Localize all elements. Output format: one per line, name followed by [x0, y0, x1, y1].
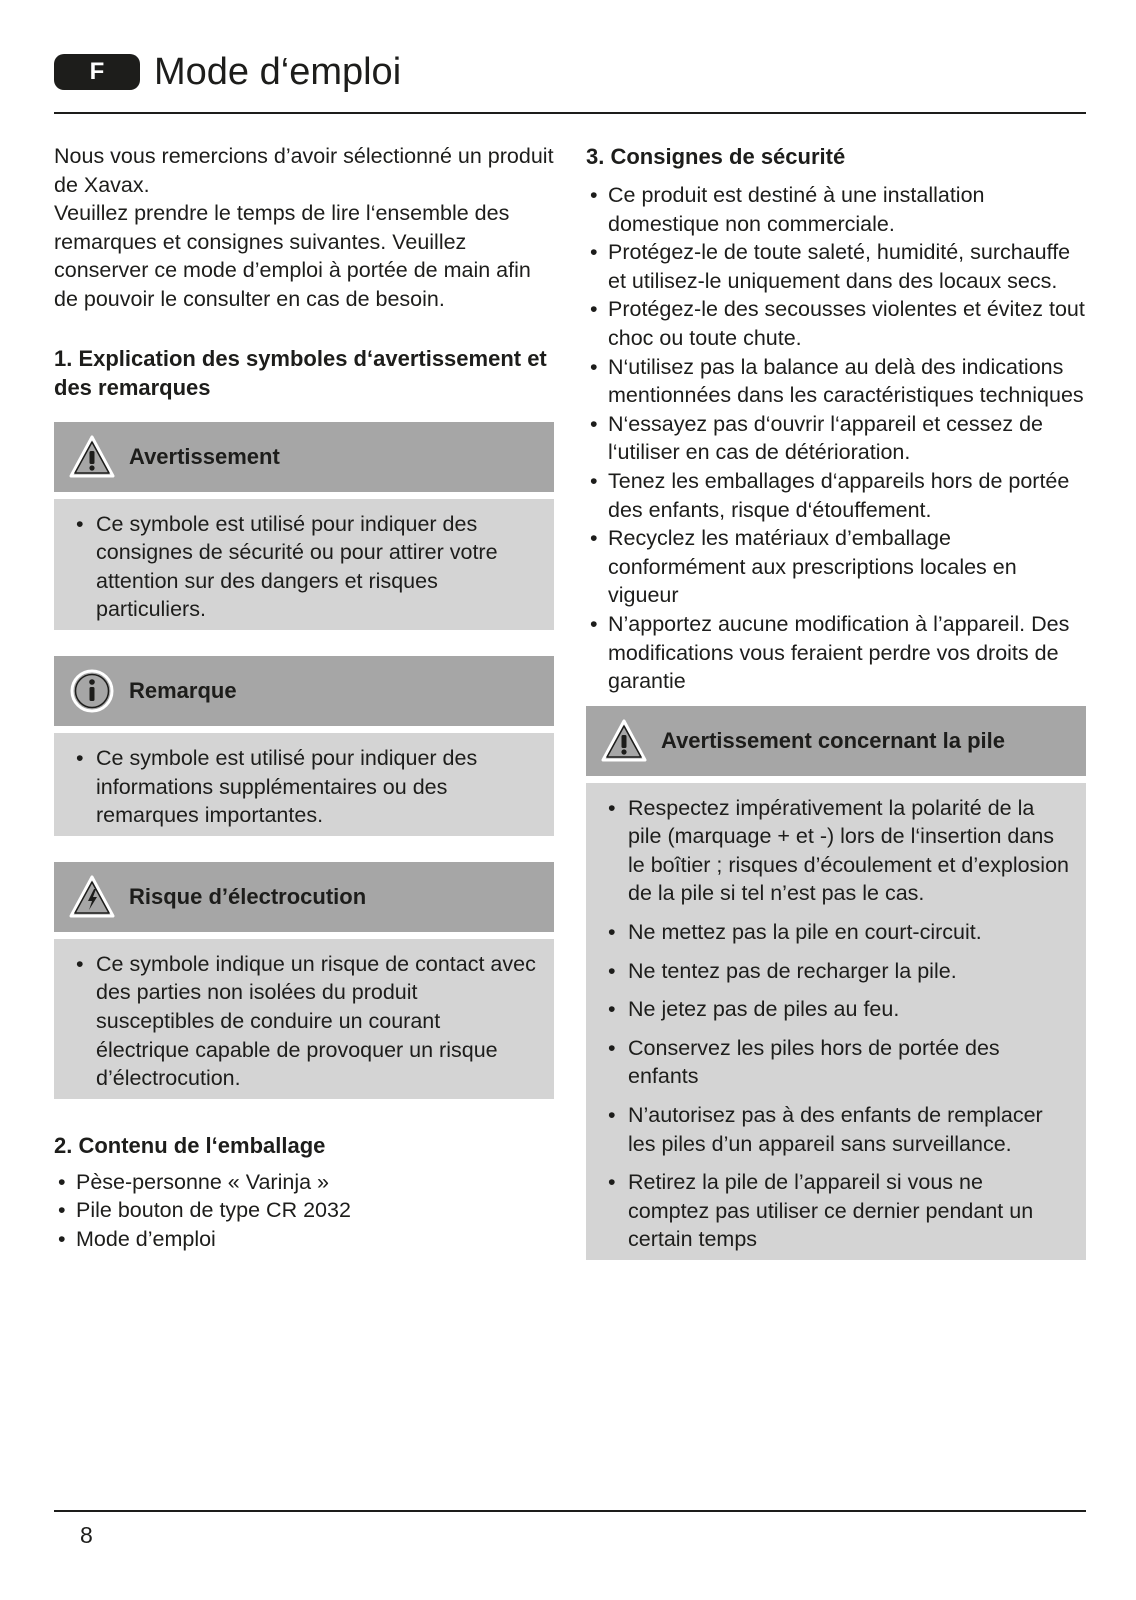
battery-warning-box-body — [586, 783, 1086, 1260]
electric-shock-box-header — [54, 862, 554, 932]
intro-instructions: Veuillez prendre le temps de lire l‘ensemble des remarques et consignes suivantes. Veuillez conserver ce mode d’emploi à portée de main afin de pouvoir le consulter en cas de besoin. — [54, 201, 531, 311]
battery-warning-box — [586, 706, 1086, 1260]
note-box-body — [54, 733, 554, 836]
page-number: 8 — [80, 1522, 93, 1548]
list-item: • Pile bouton de type CR 2032 — [54, 1196, 554, 1225]
list-item: • Ce symbole est utilisé pour indiquer des informations supplémentaires ou des remarques importantes. — [76, 744, 538, 830]
list-item: • Pèse-personne « Varinja » — [54, 1168, 554, 1197]
electric-shock-box — [54, 862, 554, 1099]
package-contents-list — [54, 1168, 554, 1254]
list-item: • Ne jetez pas de piles au feu. — [608, 995, 1070, 1024]
warning-box-header — [54, 422, 554, 492]
battery-warning-box-header — [586, 706, 1086, 776]
info-circle-icon — [68, 668, 116, 714]
list-item: • Protégez-le de toute saleté, humidité, surchauffe et utilisez-le uniquement dans des locaux secs. — [586, 238, 1086, 295]
list-item: • Ce symbole indique un risque de contact avec des parties non isolées du produit susceptibles de conduire un courant électrique capable de provoquer un risque d’électrocution. — [76, 950, 538, 1093]
right-column — [586, 142, 1086, 1260]
electric-shock-box-body — [54, 939, 554, 1099]
page-title: Mode d‘emploi — [154, 51, 402, 93]
electric-shock-triangle-icon — [68, 874, 116, 920]
warning-triangle-icon — [600, 718, 648, 764]
electric-shock-box-label: Risque d’électrocution — [129, 883, 367, 909]
warning-box-body — [54, 499, 554, 630]
list-item: • Conservez les piles hors de portée des enfants — [608, 1034, 1070, 1091]
header-divider — [54, 112, 1086, 114]
list-item: • Ce symbole est utilisé pour indiquer des consignes de sécurité ou pour attirer votre attention sur des dangers et risques particuliers. — [76, 510, 538, 624]
language-badge: F — [54, 54, 140, 90]
warning-box-label: Avertissement — [129, 443, 280, 469]
list-item: • N’apportez aucune modification à l’appareil. Des modifications vous feraient perdre vos droits de garantie — [586, 610, 1086, 696]
warning-triangle-icon — [68, 434, 116, 480]
list-item: • Recyclez les matériaux d’emballage conformément aux prescriptions locales en vigueur — [586, 524, 1086, 610]
list-item: • Protégez-le des secousses violentes et évitez tout choc ou toute chute. — [586, 295, 1086, 352]
list-item: • Tenez les emballages d‘appareils hors de portée des enfants, risque d‘étouffement. — [586, 467, 1086, 524]
page-header — [54, 46, 1086, 116]
section-1-title: 1. Explication des symboles d‘avertissement et des remarques — [54, 345, 547, 400]
footer-divider — [54, 1510, 1086, 1512]
safety-instructions-list — [586, 181, 1086, 696]
list-item: • Ce produit est destiné à une installation domestique non commerciale. — [586, 181, 1086, 238]
section-3-title: 3. Consignes de sécurité — [586, 144, 846, 169]
list-item: • N‘utilisez pas la balance au delà des indications mentionnées dans les caractéristiques techniques — [586, 353, 1086, 410]
warning-box — [54, 422, 554, 630]
intro-thanks: Nous vous remercions d’avoir sélectionné un produit de Xavax. — [54, 144, 554, 197]
note-box — [54, 656, 554, 836]
list-item: • Mode d’emploi — [54, 1225, 554, 1254]
list-item: • Ne mettez pas la pile en court-circuit. — [608, 918, 1070, 947]
note-box-label: Remarque — [129, 677, 237, 703]
list-item: • N‘essayez pas d‘ouvrir l‘appareil et cessez de l‘utiliser en cas de détérioration. — [586, 410, 1086, 467]
battery-warning-box-label: Avertissement concernant la pile — [661, 727, 1005, 753]
left-column — [54, 142, 554, 1253]
section-2-title: 2. Contenu de l‘emballage — [54, 1132, 326, 1158]
list-item: • N’autorisez pas à des enfants de remplacer les piles d’un appareil sans surveillance. — [608, 1101, 1070, 1158]
list-item: • Retirez la pile de l’appareil si vous ne comptez pas utiliser ce dernier pendant un certain temps — [608, 1168, 1070, 1254]
list-item: • Respectez impérativement la polarité de la pile (marquage + et -) lors de l‘insertion dans le boîtier ; risques d’écoulement et d’explosion de la pile si tel n’est pas le cas. — [608, 794, 1070, 908]
note-box-header — [54, 656, 554, 726]
list-item: • Ne tentez pas de recharger la pile. — [608, 957, 1070, 986]
